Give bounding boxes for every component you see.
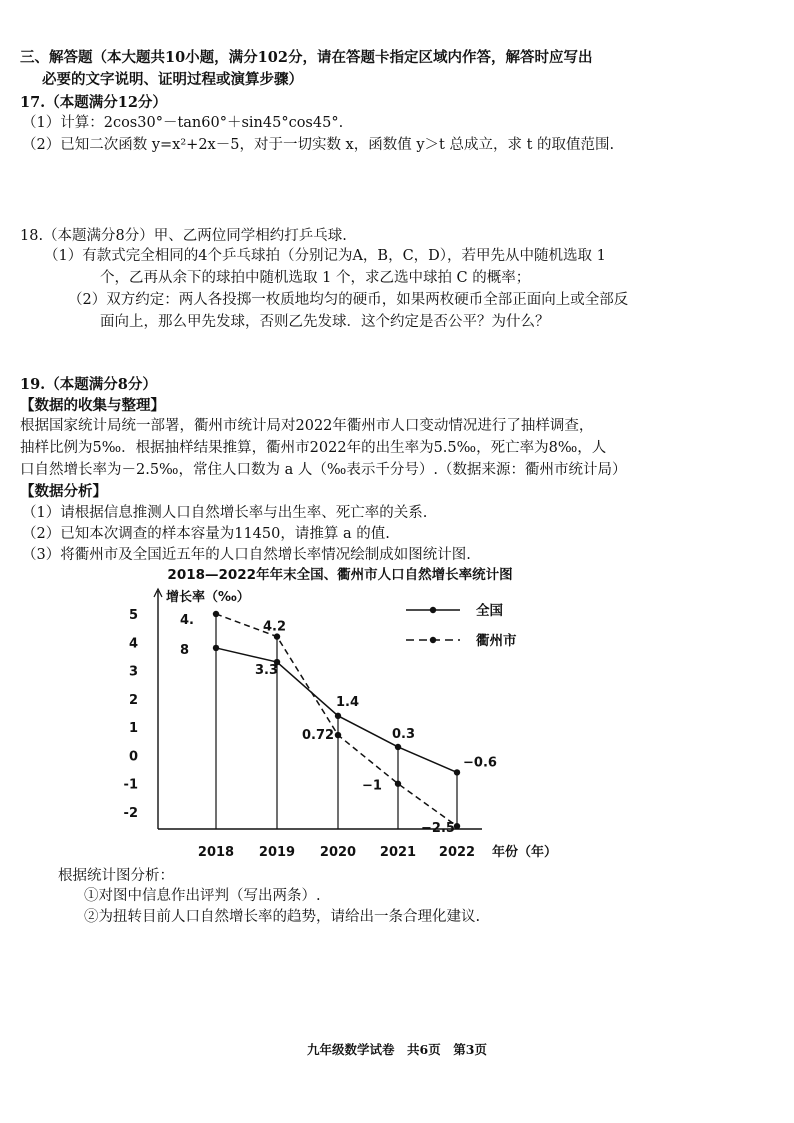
data-point <box>335 713 341 719</box>
data-label: 4. <box>180 612 194 628</box>
chart-legend <box>406 602 517 649</box>
x-tick-label: 2019 <box>258 845 296 860</box>
data-label: −1 <box>362 778 382 794</box>
y-tick-label: -2 <box>123 806 138 822</box>
data-label: −0.6 <box>463 755 497 771</box>
data-label: 0.72 <box>302 728 335 744</box>
x-tick-labels <box>198 845 475 860</box>
q19-subheading-analysis: 【数据分析】 <box>20 483 107 500</box>
data-label: 0.3 <box>392 726 416 742</box>
data-point <box>395 781 401 787</box>
q18-title: 18.（本题满分8分）甲、乙两位同学相约打乒乓球. <box>20 228 347 244</box>
x-tick-label: 2020 <box>319 845 357 860</box>
q18-part2-line2: 面向上，那么甲先发球，否则乙先发球．这个约定是否公平？为什么？ <box>100 314 550 330</box>
y-tick-label: 2 <box>128 692 138 708</box>
q19-text-line2: 抽样比例为5‰．根据抽样结果推算，衢州市2022年的出生率为5.5‰，死亡率为8‰，人 <box>20 440 607 456</box>
section-heading-cont: 必要的文字说明、证明过程或演算步骤） <box>42 71 303 88</box>
data-label: 3.3 <box>255 663 279 679</box>
data-point <box>395 744 401 750</box>
data-label: 1.4 <box>336 694 360 710</box>
x-tick-label: 2021 <box>379 845 417 860</box>
y-tick-labels <box>124 608 138 821</box>
q19-text-line1: 根据国家统计局统一部署，衢州市统计局对2022年衢州市人口变动情况进行了抽样调查， <box>20 418 594 434</box>
data-point <box>454 769 460 775</box>
section-heading: 三、解答题（本大题共10小题，满分102分，请在答题卡指定区域内作答，解答时应写出 <box>20 49 593 66</box>
legend-marker-quzhou <box>430 637 436 643</box>
data-label: −2.5 <box>421 821 455 837</box>
q17-part1: （1）计算：2cos30°－tan60°＋sin45°cos45°. <box>22 115 344 131</box>
series-line-national <box>216 648 457 772</box>
q18-part1-line1: （1）有款式完全相同的4个乒乓球拍（分别记为A，B，C，D），若甲先从中随机选取 1 <box>44 248 606 264</box>
y-tick-label: 5 <box>128 607 138 623</box>
q19-analysis-1: （1）请根据信息推测人口自然增长率与出生率、死亡率的关系. <box>22 505 428 521</box>
legend-marker-national <box>430 607 436 613</box>
q19-analysis-2: （2）已知本次调查的样本容量为11450，请推算 a 的值. <box>22 526 390 542</box>
drop-lines <box>216 614 457 829</box>
series-line-quzhou <box>216 614 457 826</box>
chart-axes <box>154 589 482 829</box>
y-tick-label: 4 <box>128 636 138 652</box>
x-axis-label: 年份（年） <box>492 845 558 860</box>
data-point <box>335 732 341 738</box>
x-tick-label: 2018 <box>197 845 235 860</box>
q19-analysis-3: （3）将衢州市及全国近五年的人口自然增长率情况绘制成如图统计图. <box>22 547 471 563</box>
q19-subheading-collection: 【数据的收集与整理】 <box>20 397 165 414</box>
data-point <box>213 611 219 617</box>
y-tick-label: 3 <box>128 664 138 680</box>
data-label: 8 <box>180 642 190 658</box>
q18-part1-line2: 个，乙再从余下的球拍中随机选取 1 个，求乙选中球拍 C 的概率； <box>100 270 531 286</box>
chart-title: 2018—2022年年末全国、衢州市人口自然增长率统计图 <box>167 567 513 583</box>
x-tick-label: 2022 <box>438 845 476 860</box>
q19-chart-analysis-intro: 根据统计图分析： <box>58 868 174 884</box>
data-label: 4.2 <box>263 619 287 635</box>
y-axis-label: 增长率（‰） <box>166 590 250 605</box>
q19-chart-question-1: ①对图中信息作出评判（写出两条）. <box>84 888 321 904</box>
q17-part2: （2）已知二次函数 y=x²+2x－5，对于一切实数 x，函数值 y＞t 总成立，求 t 的取值范围. <box>22 137 615 153</box>
page-footer: 九年级数学试卷 共6页 第3页 <box>307 1042 487 1057</box>
legend-label-national: 全国 <box>476 603 503 619</box>
data-point <box>213 645 219 651</box>
growth-rate-chart <box>110 565 580 865</box>
q19-title: 19.（本题满分8分） <box>20 376 157 393</box>
q17-title: 17.（本题满分12分） <box>20 94 167 111</box>
q19-text-line3: 口自然增长率为－2.5‰，常住人口数为 a 人（‰表示千分号）.（数据来源：衢州市统计局） <box>20 462 627 478</box>
y-tick-label: 1 <box>128 721 138 737</box>
legend-label-quzhou: 衢州市 <box>476 633 517 649</box>
y-tick-label: -1 <box>123 777 138 793</box>
q19-chart-question-2: ②为扭转目前人口自然增长率的趋势，请给出一条合理化建议. <box>84 909 481 925</box>
q18-part2-line1: （2）双方约定：两人各投掷一枚质地均匀的硬币，如果两枚硬币全部正面向上或全部反 <box>68 292 629 308</box>
y-tick-label: 0 <box>128 749 138 765</box>
